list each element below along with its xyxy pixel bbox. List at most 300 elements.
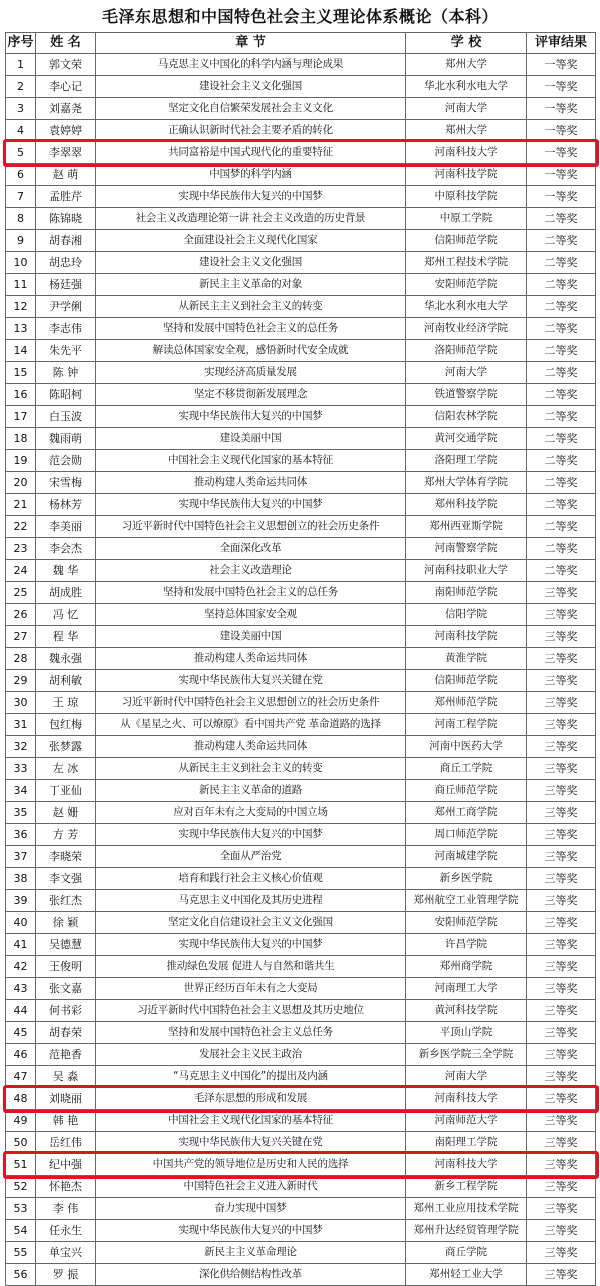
cell-result: 三等奖 [527,1022,596,1044]
cell-chapter: 世界正经历百年未有之大变局 [96,978,406,1000]
cell-result: 二等奖 [527,296,596,318]
cell-no: 32 [6,736,36,758]
cell-chapter: 中国共产党的领导地位是历史和人民的选择 [96,1154,406,1176]
cell-result: 二等奖 [527,450,596,472]
cell-name: 刘晓丽 [36,1088,96,1110]
cell-no: 38 [6,868,36,890]
cell-name: 李会杰 [36,538,96,560]
table-row [6,1066,596,1088]
cell-result: 三等奖 [527,626,596,648]
cell-chapter: 坚持和发展中国特色社会主义总任务 [96,1022,406,1044]
cell-name: 郭文荣 [36,54,96,76]
table-row [6,1022,596,1044]
table-row [6,714,596,736]
table-row [6,736,596,758]
cell-chapter: 坚持总体国家安全观 [96,604,406,626]
cell-result: 三等奖 [527,582,596,604]
cell-school: 新乡医学院 [406,868,527,890]
cell-chapter: 从新民主主义到社会主义的转变 [96,758,406,780]
header-no: 序号 [6,33,36,54]
cell-no: 24 [6,560,36,582]
table-row [6,406,596,428]
table-row [6,780,596,802]
cell-result: 三等奖 [527,692,596,714]
cell-result: 三等奖 [527,1044,596,1066]
cell-result: 二等奖 [527,538,596,560]
cell-chapter: 培育和践行社会主义核心价值观 [96,868,406,890]
table-row [6,76,596,98]
cell-school: 新乡工程学院 [406,1176,527,1198]
table-row [6,648,596,670]
cell-no: 8 [6,208,36,230]
cell-result: 三等奖 [527,670,596,692]
cell-result: 二等奖 [527,516,596,538]
cell-school: 河南科技职业大学 [406,560,527,582]
cell-no: 33 [6,758,36,780]
cell-school: 华北水利水电大学 [406,76,527,98]
cell-name: 李晓荣 [36,846,96,868]
cell-result: 三等奖 [527,758,596,780]
cell-school: 郑州大学 [406,54,527,76]
cell-chapter: 习近平新时代中国特色社会主义思想及其历史地位 [96,1000,406,1022]
cell-no: 27 [6,626,36,648]
cell-result: 三等奖 [527,1176,596,1198]
cell-no: 37 [6,846,36,868]
cell-school: 铁道警察学院 [406,384,527,406]
table-row [6,758,596,780]
cell-chapter: 实现中华民族伟大复兴的中国梦 [96,186,406,208]
cell-school: 中原科技学院 [406,186,527,208]
cell-name: 赵 萌 [36,164,96,186]
cell-school: 信阳师范学院 [406,670,527,692]
table-row [6,846,596,868]
cell-result: 三等奖 [527,934,596,956]
cell-school: 河南牧业经济学院 [406,318,527,340]
cell-name: 包红梅 [36,714,96,736]
cell-chapter: 全面深化改革 [96,538,406,560]
cell-no: 31 [6,714,36,736]
cell-result: 三等奖 [527,780,596,802]
cell-name: 胡成胜 [36,582,96,604]
cell-chapter: 全面建设社会主义现代化国家 [96,230,406,252]
table-row [6,1264,596,1286]
cell-no: 40 [6,912,36,934]
cell-no: 44 [6,1000,36,1022]
cell-no: 54 [6,1220,36,1242]
cell-chapter: 推动绿色发展 促进人与自然和谐共生 [96,956,406,978]
cell-school: 周口师范学院 [406,824,527,846]
cell-name: 陈锦晓 [36,208,96,230]
table-row [6,1088,596,1110]
cell-result: 三等奖 [527,648,596,670]
cell-no: 3 [6,98,36,120]
cell-school: 信阳农林学院 [406,406,527,428]
cell-no: 49 [6,1110,36,1132]
cell-name: 魏雨萌 [36,428,96,450]
table-row [6,208,596,230]
cell-chapter: 奋力实现中国梦 [96,1198,406,1220]
cell-chapter: 从《星星之火、可以燎原》看中国共产党 革命道路的选择 [96,714,406,736]
cell-chapter: 坚定不移贯彻新发展理念 [96,384,406,406]
cell-no: 51 [6,1154,36,1176]
table-row [6,1242,596,1264]
cell-school: 商丘学院 [406,1242,527,1264]
cell-no: 56 [6,1264,36,1286]
cell-school: 郑州西亚斯学院 [406,516,527,538]
header-result: 评审结果 [527,33,596,54]
cell-no: 9 [6,230,36,252]
cell-no: 13 [6,318,36,340]
cell-no: 10 [6,252,36,274]
cell-no: 7 [6,186,36,208]
cell-name: 李美丽 [36,516,96,538]
cell-name: 王 琼 [36,692,96,714]
cell-chapter: 正确认识新时代社会主要矛盾的转化 [96,120,406,142]
cell-no: 6 [6,164,36,186]
cell-name: 韩 艳 [36,1110,96,1132]
cell-name: 范艳香 [36,1044,96,1066]
cell-chapter: 实现中华民族伟大复兴的中国梦 [96,1220,406,1242]
cell-no: 26 [6,604,36,626]
cell-school: 河南大学 [406,362,527,384]
cell-name: 陈 钟 [36,362,96,384]
cell-chapter: 社会主义改造理论 [96,560,406,582]
cell-school: 河南科技大学 [406,142,527,164]
cell-school: 郑州科技学院 [406,494,527,516]
cell-name: 刘嘉尧 [36,98,96,120]
cell-name: 胡春湘 [36,230,96,252]
cell-no: 23 [6,538,36,560]
cell-no: 48 [6,1088,36,1110]
cell-school: 黄淮学院 [406,648,527,670]
table-row [6,274,596,296]
cell-chapter: 应对百年未有之大变局的中国立场 [96,802,406,824]
cell-no: 17 [6,406,36,428]
cell-no: 52 [6,1176,36,1198]
cell-chapter: 推动构建人类命运共同体 [96,736,406,758]
cell-result: 三等奖 [527,1110,596,1132]
table-row [6,186,596,208]
table-row [6,604,596,626]
cell-chapter: 实现中华民族伟大复兴的中国梦 [96,406,406,428]
cell-school: 洛阳师范学院 [406,340,527,362]
cell-result: 一等奖 [527,142,596,164]
cell-name: 范会勋 [36,450,96,472]
cell-result: 三等奖 [527,714,596,736]
cell-school: 河南警察学院 [406,538,527,560]
table-row [6,1198,596,1220]
table-row [6,890,596,912]
cell-result: 三等奖 [527,1154,596,1176]
cell-name: 张文嘉 [36,978,96,1000]
cell-chapter: 建设社会主义文化强国 [96,252,406,274]
cell-school: 信阳学院 [406,604,527,626]
cell-no: 50 [6,1132,36,1154]
table-row [6,318,596,340]
cell-chapter: 推动构建人类命运共同体 [96,472,406,494]
cell-school: 安阳师范学院 [406,912,527,934]
cell-name: 方 芳 [36,824,96,846]
cell-no: 21 [6,494,36,516]
cell-chapter: 发展社会主义民主政治 [96,1044,406,1066]
cell-result: 一等奖 [527,98,596,120]
cell-result: 三等奖 [527,1066,596,1088]
cell-name: 丁亚仙 [36,780,96,802]
cell-school: 洛阳理工学院 [406,450,527,472]
table-row [6,1132,596,1154]
cell-result: 二等奖 [527,384,596,406]
cell-no: 5 [6,142,36,164]
cell-name: 徐 颖 [36,912,96,934]
cell-school: 河南理工大学 [406,978,527,1000]
table-row [6,934,596,956]
cell-name: 胡利敏 [36,670,96,692]
cell-no: 34 [6,780,36,802]
cell-school: 郑州航空工业管理学院 [406,890,527,912]
cell-no: 1 [6,54,36,76]
cell-chapter: 中国社会主义现代化国家的基本特征 [96,450,406,472]
cell-result: 三等奖 [527,912,596,934]
cell-chapter: 实现中华民族伟大复兴的中国梦 [96,934,406,956]
cell-no: 35 [6,802,36,824]
cell-chapter: 实现中华民族伟大复兴的中国梦 [96,824,406,846]
table-row [6,516,596,538]
cell-chapter: 中国梦的科学内涵 [96,164,406,186]
cell-school: 中原工学院 [406,208,527,230]
cell-name: 李志伟 [36,318,96,340]
cell-result: 二等奖 [527,274,596,296]
cell-chapter: 习近平新时代中国特色社会主义思想创立的社会历史条件 [96,516,406,538]
cell-school: 河南城建学院 [406,846,527,868]
cell-chapter: “马克思主义中国化”的提出及内涵 [96,1066,406,1088]
cell-name: 何书彩 [36,1000,96,1022]
cell-school: 河南科技大学 [406,1154,527,1176]
cell-name: 王俊明 [36,956,96,978]
cell-school: 新乡医学院三全学院 [406,1044,527,1066]
cell-result: 二等奖 [527,560,596,582]
cell-no: 39 [6,890,36,912]
cell-school: 郑州大学 [406,120,527,142]
cell-name: 冯 忆 [36,604,96,626]
cell-result: 一等奖 [527,164,596,186]
cell-chapter: 深化供给侧结构性改革 [96,1264,406,1286]
cell-result: 二等奖 [527,428,596,450]
cell-name: 宋雪梅 [36,472,96,494]
cell-name: 单宝兴 [36,1242,96,1264]
cell-chapter: 建设美丽中国 [96,626,406,648]
cell-chapter: 从新民主主义到社会主义的转变 [96,296,406,318]
cell-no: 47 [6,1066,36,1088]
cell-result: 二等奖 [527,472,596,494]
cell-school: 安阳师范学院 [406,274,527,296]
cell-chapter: 建设美丽中国 [96,428,406,450]
cell-no: 4 [6,120,36,142]
cell-no: 12 [6,296,36,318]
table-row [6,912,596,934]
cell-result: 三等奖 [527,1000,596,1022]
cell-chapter: 马克思主义中国化的科学内涵与理论成果 [96,54,406,76]
cell-chapter: 建设社会主义文化强国 [96,76,406,98]
cell-name: 魏 华 [36,560,96,582]
cell-no: 36 [6,824,36,846]
table-row [6,120,596,142]
table-row [6,692,596,714]
table-row [6,384,596,406]
cell-result: 三等奖 [527,978,596,1000]
cell-result: 二等奖 [527,318,596,340]
cell-name: 朱先平 [36,340,96,362]
table-row [6,1110,596,1132]
cell-result: 三等奖 [527,1220,596,1242]
cell-name: 纪中强 [36,1154,96,1176]
cell-result: 一等奖 [527,120,596,142]
cell-school: 南阳理工学院 [406,1132,527,1154]
cell-name: 岳红伟 [36,1132,96,1154]
cell-school: 河南中医药大学 [406,736,527,758]
cell-school: 河南工程学院 [406,714,527,736]
cell-name: 陈昭柯 [36,384,96,406]
cell-result: 一等奖 [527,76,596,98]
cell-no: 29 [6,670,36,692]
cell-chapter: 实现中华民族伟大复兴的中国梦 [96,494,406,516]
cell-result: 三等奖 [527,1132,596,1154]
cell-name: 白玉波 [36,406,96,428]
cell-no: 15 [6,362,36,384]
cell-chapter: 中国社会主义现代化国家的基本特征 [96,1110,406,1132]
cell-school: 河南大学 [406,98,527,120]
cell-school: 河南科技学院 [406,164,527,186]
cell-name: 左 冰 [36,758,96,780]
cell-no: 41 [6,934,36,956]
cell-name: 胡忠玲 [36,252,96,274]
cell-school: 河南大学 [406,1066,527,1088]
cell-no: 30 [6,692,36,714]
cell-name: 张梦露 [36,736,96,758]
cell-school: 郑州商学院 [406,956,527,978]
cell-no: 28 [6,648,36,670]
table-row [6,98,596,120]
header-name: 姓 名 [36,33,96,54]
cell-chapter: 坚定文化自信建设社会主义文化强国 [96,912,406,934]
cell-chapter: 新民主主义革命理论 [96,1242,406,1264]
table-row [6,494,596,516]
awards-table [5,32,596,1286]
cell-chapter: 马克思主义中国化及其历史进程 [96,890,406,912]
cell-school: 华北水利水电大学 [406,296,527,318]
cell-name: 赵 姗 [36,802,96,824]
cell-school: 商丘师范学院 [406,780,527,802]
cell-chapter: 坚持和发展中国特色社会主义的总任务 [96,318,406,340]
cell-name: 李 伟 [36,1198,96,1220]
cell-no: 11 [6,274,36,296]
cell-name: 怀艳杰 [36,1176,96,1198]
cell-result: 二等奖 [527,406,596,428]
cell-no: 42 [6,956,36,978]
cell-result: 三等奖 [527,846,596,868]
table-row [6,252,596,274]
cell-chapter: 新民主主义革命的对象 [96,274,406,296]
cell-result: 三等奖 [527,1242,596,1264]
cell-result: 一等奖 [527,54,596,76]
cell-school: 郑州轻工业大学 [406,1264,527,1286]
table-row [6,1176,596,1198]
document-title: 毛泽东思想和中国特色社会主义理论体系概论（本科） [101,7,498,26]
table-row [6,340,596,362]
cell-no: 25 [6,582,36,604]
cell-result: 三等奖 [527,824,596,846]
cell-result: 二等奖 [527,230,596,252]
table-row [6,230,596,252]
cell-chapter: 解读总体国家安全观，感悟新时代安全成就 [96,340,406,362]
cell-school: 平顶山学院 [406,1022,527,1044]
cell-name: 袁婷婷 [36,120,96,142]
table-row [6,1154,596,1176]
cell-chapter: 推动构建人类命运共同体 [96,648,406,670]
cell-chapter: 坚定文化自信繁荣发展社会主义文化 [96,98,406,120]
cell-chapter: 社会主义改造理论第一讲 社会主义改造的历史背景 [96,208,406,230]
table-row [6,450,596,472]
table-row [6,1220,596,1242]
cell-no: 18 [6,428,36,450]
cell-no: 20 [6,472,36,494]
cell-chapter: 毛泽东思想的形成和发展 [96,1088,406,1110]
cell-result: 三等奖 [527,956,596,978]
table-row [6,956,596,978]
cell-chapter: 习近平新时代中国特色社会主义思想创立的社会历史条件 [96,692,406,714]
cell-school: 河南师范大学 [406,1110,527,1132]
cell-chapter: 共同富裕是中国式现代化的重要特征 [96,142,406,164]
table-row [6,868,596,890]
header-chapter: 章 节 [96,33,406,54]
cell-no: 43 [6,978,36,1000]
table-row [6,362,596,384]
cell-result: 三等奖 [527,890,596,912]
cell-school: 河南科技大学 [406,1088,527,1110]
cell-school: 信阳师范学院 [406,230,527,252]
table-row [6,472,596,494]
table-row [6,428,596,450]
cell-chapter: 坚持和发展中国特色社会主义的总任务 [96,582,406,604]
cell-no: 53 [6,1198,36,1220]
table-row [6,296,596,318]
cell-school: 黄河交通学院 [406,428,527,450]
cell-result: 二等奖 [527,340,596,362]
table-row [6,164,596,186]
cell-name: 任永生 [36,1220,96,1242]
table-body [6,54,596,1286]
cell-name: 孟胜芹 [36,186,96,208]
cell-school: 郑州师范学院 [406,692,527,714]
cell-result: 三等奖 [527,1088,596,1110]
cell-chapter: 新民主主义革命的道路 [96,780,406,802]
cell-school: 郑州升达经贸管理学院 [406,1220,527,1242]
cell-school: 郑州工程技术学院 [406,252,527,274]
cell-name: 李文强 [36,868,96,890]
table-row [6,670,596,692]
cell-school: 郑州工业应用技术学院 [406,1198,527,1220]
cell-chapter: 实现中华民族伟大复兴关键在党 [96,1132,406,1154]
cell-school: 郑州工商学院 [406,802,527,824]
cell-result: 三等奖 [527,736,596,758]
cell-name: 尹学俐 [36,296,96,318]
cell-result: 三等奖 [527,802,596,824]
cell-chapter: 全面从严治党 [96,846,406,868]
header-school: 学 校 [406,33,527,54]
cell-no: 55 [6,1242,36,1264]
cell-result: 一等奖 [527,186,596,208]
table-row [6,142,596,164]
cell-no: 45 [6,1022,36,1044]
